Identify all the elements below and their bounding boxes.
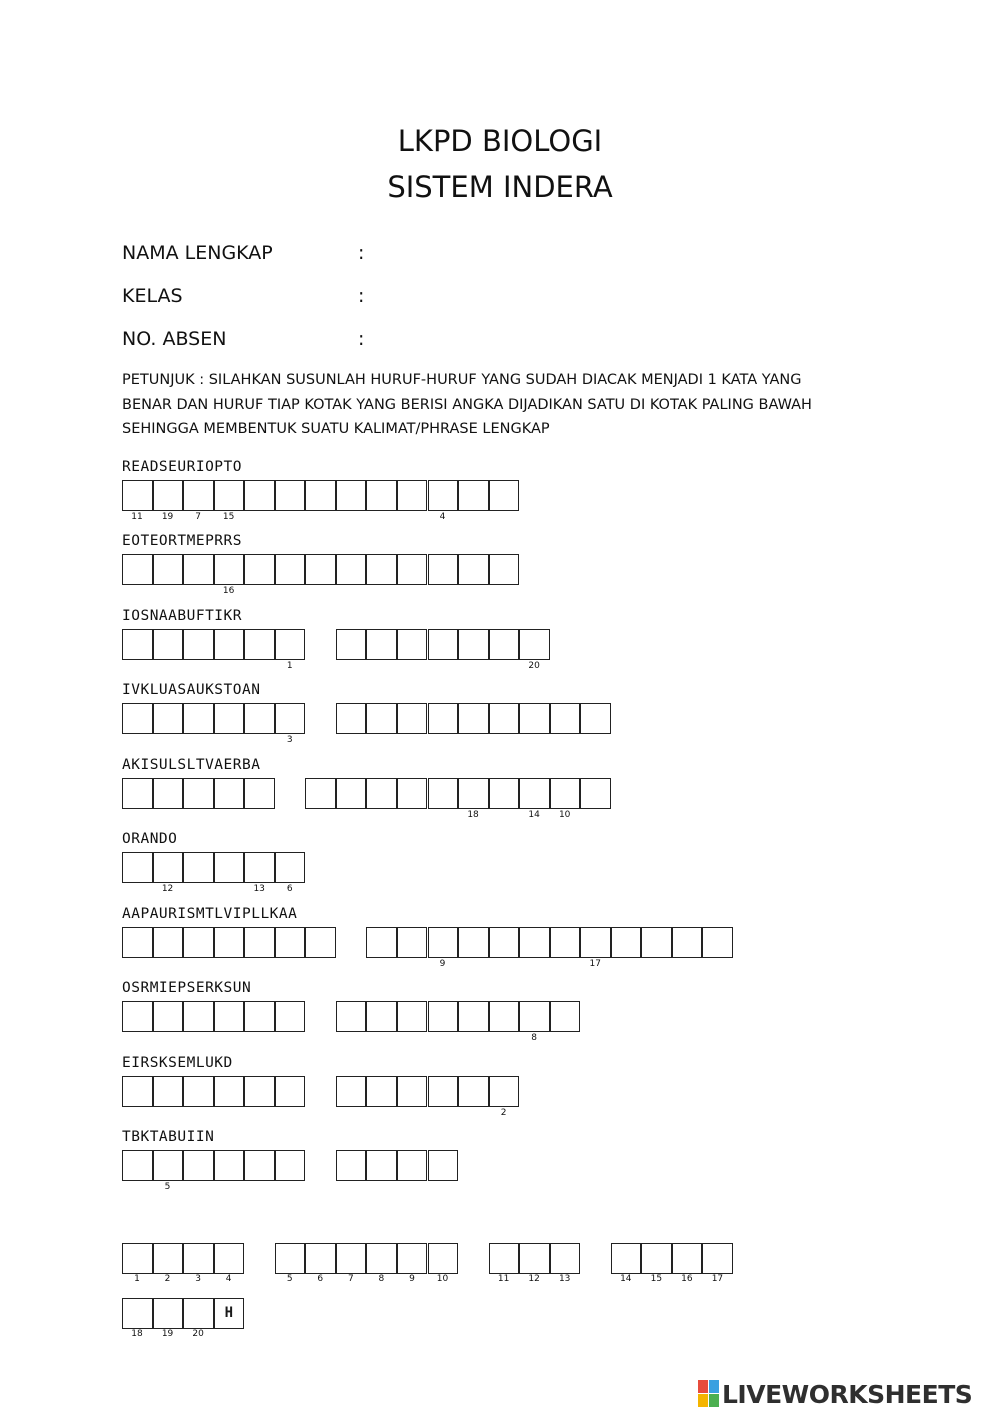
answer-box[interactable] [428, 1076, 459, 1107]
final-answer-box[interactable] [336, 1243, 367, 1274]
clue-number: 3 [286, 735, 293, 745]
final-answer-box[interactable] [428, 1243, 459, 1274]
answer-box[interactable] [153, 852, 184, 883]
answer-box[interactable] [580, 927, 611, 958]
field-colon-nama: : [358, 242, 365, 264]
logo-icon [698, 1380, 720, 1408]
final-number: 18 [131, 1329, 143, 1339]
answer-box[interactable] [275, 554, 306, 585]
scrambled-letters: EIRSKSEMLUKD [122, 1055, 233, 1071]
clue-number: 9 [439, 959, 446, 969]
answer-box[interactable] [519, 1001, 550, 1032]
answer-box[interactable] [153, 480, 184, 511]
answer-box[interactable] [397, 480, 428, 511]
answer-box[interactable] [397, 927, 428, 958]
answer-box[interactable] [489, 554, 520, 585]
answer-box[interactable] [153, 1150, 184, 1181]
answer-box[interactable] [489, 927, 520, 958]
answer-box[interactable] [305, 554, 336, 585]
answer-box[interactable] [275, 1001, 306, 1032]
clue-number: 20 [528, 661, 540, 671]
answer-box[interactable] [458, 554, 489, 585]
final-answer-box[interactable] [153, 1298, 184, 1329]
answer-box[interactable] [489, 480, 520, 511]
answer-box[interactable] [397, 629, 428, 660]
final-number: 20 [192, 1329, 204, 1339]
answer-box[interactable] [214, 778, 245, 809]
clue-number: 2 [500, 1108, 507, 1118]
scrambled-letters: OSRMIEPSERKSUN [122, 980, 252, 996]
answer-box[interactable] [397, 1150, 428, 1181]
answer-box[interactable] [366, 927, 397, 958]
answer-box[interactable] [428, 554, 459, 585]
answer-box[interactable] [275, 703, 306, 734]
answer-box[interactable] [336, 703, 367, 734]
answer-box[interactable] [336, 1150, 367, 1181]
final-answer-box[interactable] [641, 1243, 672, 1274]
final-number: 19 [161, 1329, 174, 1339]
answer-box[interactable] [244, 778, 275, 809]
answer-box[interactable] [244, 480, 275, 511]
scrambled-letters: READSEURIOPTO [122, 459, 242, 475]
final-answer-box[interactable] [122, 1298, 153, 1329]
answer-box[interactable] [489, 778, 520, 809]
answer-box[interactable] [428, 480, 459, 511]
answer-box[interactable] [580, 778, 611, 809]
scrambled-letters: AAPAURISMTLVIPLLKAA [122, 906, 298, 922]
final-answer-box[interactable] [153, 1243, 184, 1274]
answer-box[interactable] [366, 1150, 397, 1181]
answer-box[interactable] [244, 629, 275, 660]
answer-box[interactable] [275, 1150, 306, 1181]
final-answer-box[interactable] [672, 1243, 703, 1274]
answer-box[interactable] [214, 1150, 245, 1181]
answer-box[interactable] [336, 1076, 367, 1107]
answer-box[interactable] [550, 778, 581, 809]
final-answer-box[interactable] [305, 1243, 336, 1274]
final-number: 4 [225, 1274, 232, 1284]
final-answer-box[interactable] [366, 1243, 397, 1274]
answer-box[interactable] [183, 1150, 214, 1181]
answer-box[interactable] [275, 852, 306, 883]
final-answer-box[interactable] [122, 1243, 153, 1274]
answer-box[interactable] [428, 1001, 459, 1032]
answer-box[interactable] [366, 1001, 397, 1032]
answer-box[interactable] [214, 629, 245, 660]
answer-box[interactable] [275, 927, 306, 958]
answer-box[interactable] [458, 629, 489, 660]
answer-box[interactable] [336, 1001, 367, 1032]
final-number: 13 [558, 1274, 571, 1284]
answer-box[interactable] [214, 554, 245, 585]
final-number: 1 [134, 1274, 140, 1284]
answer-box[interactable] [550, 927, 581, 958]
answer-box[interactable] [458, 778, 489, 809]
answer-box[interactable] [122, 852, 153, 883]
final-number: 14 [620, 1274, 632, 1284]
final-answer-box[interactable] [275, 1243, 306, 1274]
final-number: 5 [286, 1274, 293, 1284]
answer-box[interactable] [702, 927, 733, 958]
answer-box[interactable] [244, 1001, 275, 1032]
final-number: 6 [317, 1274, 324, 1284]
answer-box[interactable] [244, 554, 275, 585]
answer-box[interactable] [183, 703, 214, 734]
answer-box[interactable] [183, 554, 214, 585]
final-number: 15 [650, 1274, 663, 1284]
answer-box[interactable] [397, 778, 428, 809]
answer-box[interactable] [336, 778, 367, 809]
answer-box[interactable] [275, 480, 306, 511]
liveworksheets-logo [698, 1378, 972, 1410]
answer-box[interactable] [244, 927, 275, 958]
answer-box[interactable] [366, 480, 397, 511]
answer-box[interactable] [122, 1150, 153, 1181]
answer-box[interactable] [428, 703, 459, 734]
answer-box[interactable] [214, 927, 245, 958]
scrambled-letters: EOTEORTMEPRRS [122, 533, 242, 549]
final-answer-box[interactable]: H [214, 1298, 245, 1329]
answer-box[interactable] [428, 1150, 459, 1181]
answer-box[interactable] [550, 1001, 581, 1032]
final-answer-box[interactable] [214, 1243, 245, 1274]
answer-box[interactable] [397, 703, 428, 734]
answer-box[interactable] [214, 703, 245, 734]
final-answer-box[interactable] [550, 1243, 581, 1274]
instructions [122, 368, 882, 442]
answer-box[interactable] [519, 927, 550, 958]
answer-box[interactable] [458, 1001, 489, 1032]
clue-number: 4 [439, 512, 446, 522]
final-number: 7 [347, 1274, 354, 1284]
clue-number: 7 [195, 512, 201, 522]
scrambled-letters: IVKLUASAUKSTOAN [122, 682, 261, 698]
final-number: 9 [409, 1274, 415, 1284]
field-colon-absen: : [358, 328, 365, 350]
answer-box[interactable] [458, 927, 489, 958]
field-colon-kelas: : [358, 285, 365, 307]
answer-box[interactable] [244, 1150, 275, 1181]
answer-box[interactable] [153, 554, 184, 585]
answer-box[interactable] [336, 554, 367, 585]
clue-number: 6 [286, 884, 293, 894]
clue-number: 15 [222, 512, 235, 522]
answer-box[interactable] [428, 927, 459, 958]
answer-box[interactable] [214, 1001, 245, 1032]
clue-number: 16 [222, 586, 235, 596]
answer-box[interactable] [641, 927, 672, 958]
answer-box[interactable] [244, 852, 275, 883]
final-answer-box[interactable] [489, 1243, 520, 1274]
answer-box[interactable] [122, 703, 153, 734]
final-number: 8 [378, 1274, 385, 1284]
answer-box[interactable] [305, 480, 336, 511]
title-line-1: LKPD BIOLOGI [397, 124, 603, 158]
answer-box[interactable] [489, 629, 520, 660]
clue-number: 13 [253, 884, 265, 894]
answer-box[interactable] [458, 1076, 489, 1107]
clue-number: 11 [131, 512, 143, 522]
answer-box[interactable] [489, 703, 520, 734]
answer-box[interactable] [489, 1001, 520, 1032]
clue-number: 17 [589, 959, 601, 969]
final-answer-box[interactable] [183, 1243, 214, 1274]
instructions-line: SEHINGGA MEMBENTUK SUATU KALIMAT/PHRASE LENGKAP [122, 421, 550, 437]
scrambled-letters: IOSNAABUFTIKR [122, 608, 242, 624]
answer-box[interactable] [122, 927, 153, 958]
answer-box[interactable] [122, 554, 153, 585]
answer-box[interactable] [519, 629, 550, 660]
field-label-absen: NO. ABSEN [122, 328, 227, 350]
answer-box[interactable] [611, 927, 642, 958]
answer-box[interactable] [183, 1076, 214, 1107]
answer-box[interactable] [305, 778, 336, 809]
answer-box[interactable] [336, 480, 367, 511]
answer-box[interactable] [489, 1076, 520, 1107]
answer-box[interactable] [366, 1076, 397, 1107]
final-number: 16 [681, 1274, 693, 1284]
answer-box[interactable] [183, 480, 214, 511]
answer-box[interactable] [244, 1076, 275, 1107]
answer-box[interactable] [428, 778, 459, 809]
scrambled-letters: AKISULSLTVAERBA [122, 757, 261, 773]
answer-box[interactable] [580, 703, 611, 734]
final-answer-box[interactable] [397, 1243, 428, 1274]
answer-box[interactable] [183, 852, 214, 883]
answer-box[interactable] [672, 927, 703, 958]
clue-number: 1 [286, 661, 293, 671]
answer-box[interactable] [153, 778, 184, 809]
answer-box[interactable] [519, 703, 550, 734]
answer-box[interactable] [336, 629, 367, 660]
clue-number: 10 [558, 810, 571, 820]
final-number: 2 [164, 1274, 171, 1284]
field-label-kelas: KELAS [122, 285, 183, 307]
answer-box[interactable] [275, 629, 306, 660]
clue-number: 14 [528, 810, 540, 820]
answer-box[interactable] [122, 778, 153, 809]
answer-box[interactable] [122, 1076, 153, 1107]
answer-box[interactable] [397, 1076, 428, 1107]
answer-box[interactable] [305, 927, 336, 958]
final-answer-box[interactable] [611, 1243, 642, 1274]
final-number: 17 [711, 1274, 724, 1284]
final-number: 3 [195, 1274, 201, 1284]
scrambled-letters: ORANDO [122, 831, 178, 847]
answer-box[interactable] [153, 1076, 184, 1107]
answer-box[interactable] [275, 1076, 306, 1107]
answer-box[interactable] [366, 554, 397, 585]
answer-box[interactable] [458, 480, 489, 511]
final-number: 10 [436, 1274, 449, 1284]
clue-number: 19 [161, 512, 174, 522]
answer-box[interactable] [122, 629, 153, 660]
scrambled-letters: TBKTABUIIN [122, 1129, 215, 1145]
answer-box[interactable] [519, 778, 550, 809]
answer-box[interactable] [183, 927, 214, 958]
final-answer-box[interactable] [519, 1243, 550, 1274]
answer-box[interactable] [183, 629, 214, 660]
instructions-line: PETUNJUK : SILAHKAN SUSUNLAH HURUF-HURUF YANG SUDAH DIACAK MENJADI 1 KATA YANG [122, 372, 802, 388]
answer-box[interactable] [214, 1076, 245, 1107]
logo-text: LIVEWORKSHEETS [722, 1379, 973, 1409]
answer-box[interactable] [153, 927, 184, 958]
final-answer-box[interactable] [183, 1298, 214, 1329]
answer-box[interactable] [397, 554, 428, 585]
answer-box[interactable] [458, 703, 489, 734]
clue-number: 18 [467, 810, 479, 820]
answer-box[interactable] [122, 1001, 153, 1032]
answer-box[interactable] [153, 703, 184, 734]
answer-box[interactable] [214, 480, 245, 511]
final-number: 11 [497, 1274, 510, 1284]
answer-box[interactable] [153, 629, 184, 660]
clue-number: 5 [164, 1182, 171, 1192]
answer-box[interactable] [397, 1001, 428, 1032]
instructions-line: BENAR DAN HURUF TIAP KOTAK YANG BERISI ANGKA DIJADIKAN SATU DI KOTAK PALING BAWAH [122, 396, 812, 413]
answer-box[interactable] [428, 629, 459, 660]
clue-number: 8 [531, 1033, 537, 1043]
answer-box[interactable] [244, 703, 275, 734]
field-label-nama: NAMA LENGKAP [122, 242, 273, 264]
answer-box[interactable] [183, 778, 214, 809]
answer-box[interactable] [153, 1001, 184, 1032]
final-number: 12 [528, 1274, 540, 1284]
title-line-2: SISTEM INDERA [387, 170, 613, 204]
answer-box[interactable] [366, 778, 397, 809]
answer-box[interactable] [550, 703, 581, 734]
answer-box[interactable] [366, 703, 397, 734]
clue-number: 12 [161, 884, 174, 894]
answer-box[interactable] [214, 852, 245, 883]
answer-box[interactable] [366, 629, 397, 660]
answer-box[interactable] [183, 1001, 214, 1032]
final-answer-box[interactable] [702, 1243, 733, 1274]
answer-box[interactable] [122, 480, 153, 511]
